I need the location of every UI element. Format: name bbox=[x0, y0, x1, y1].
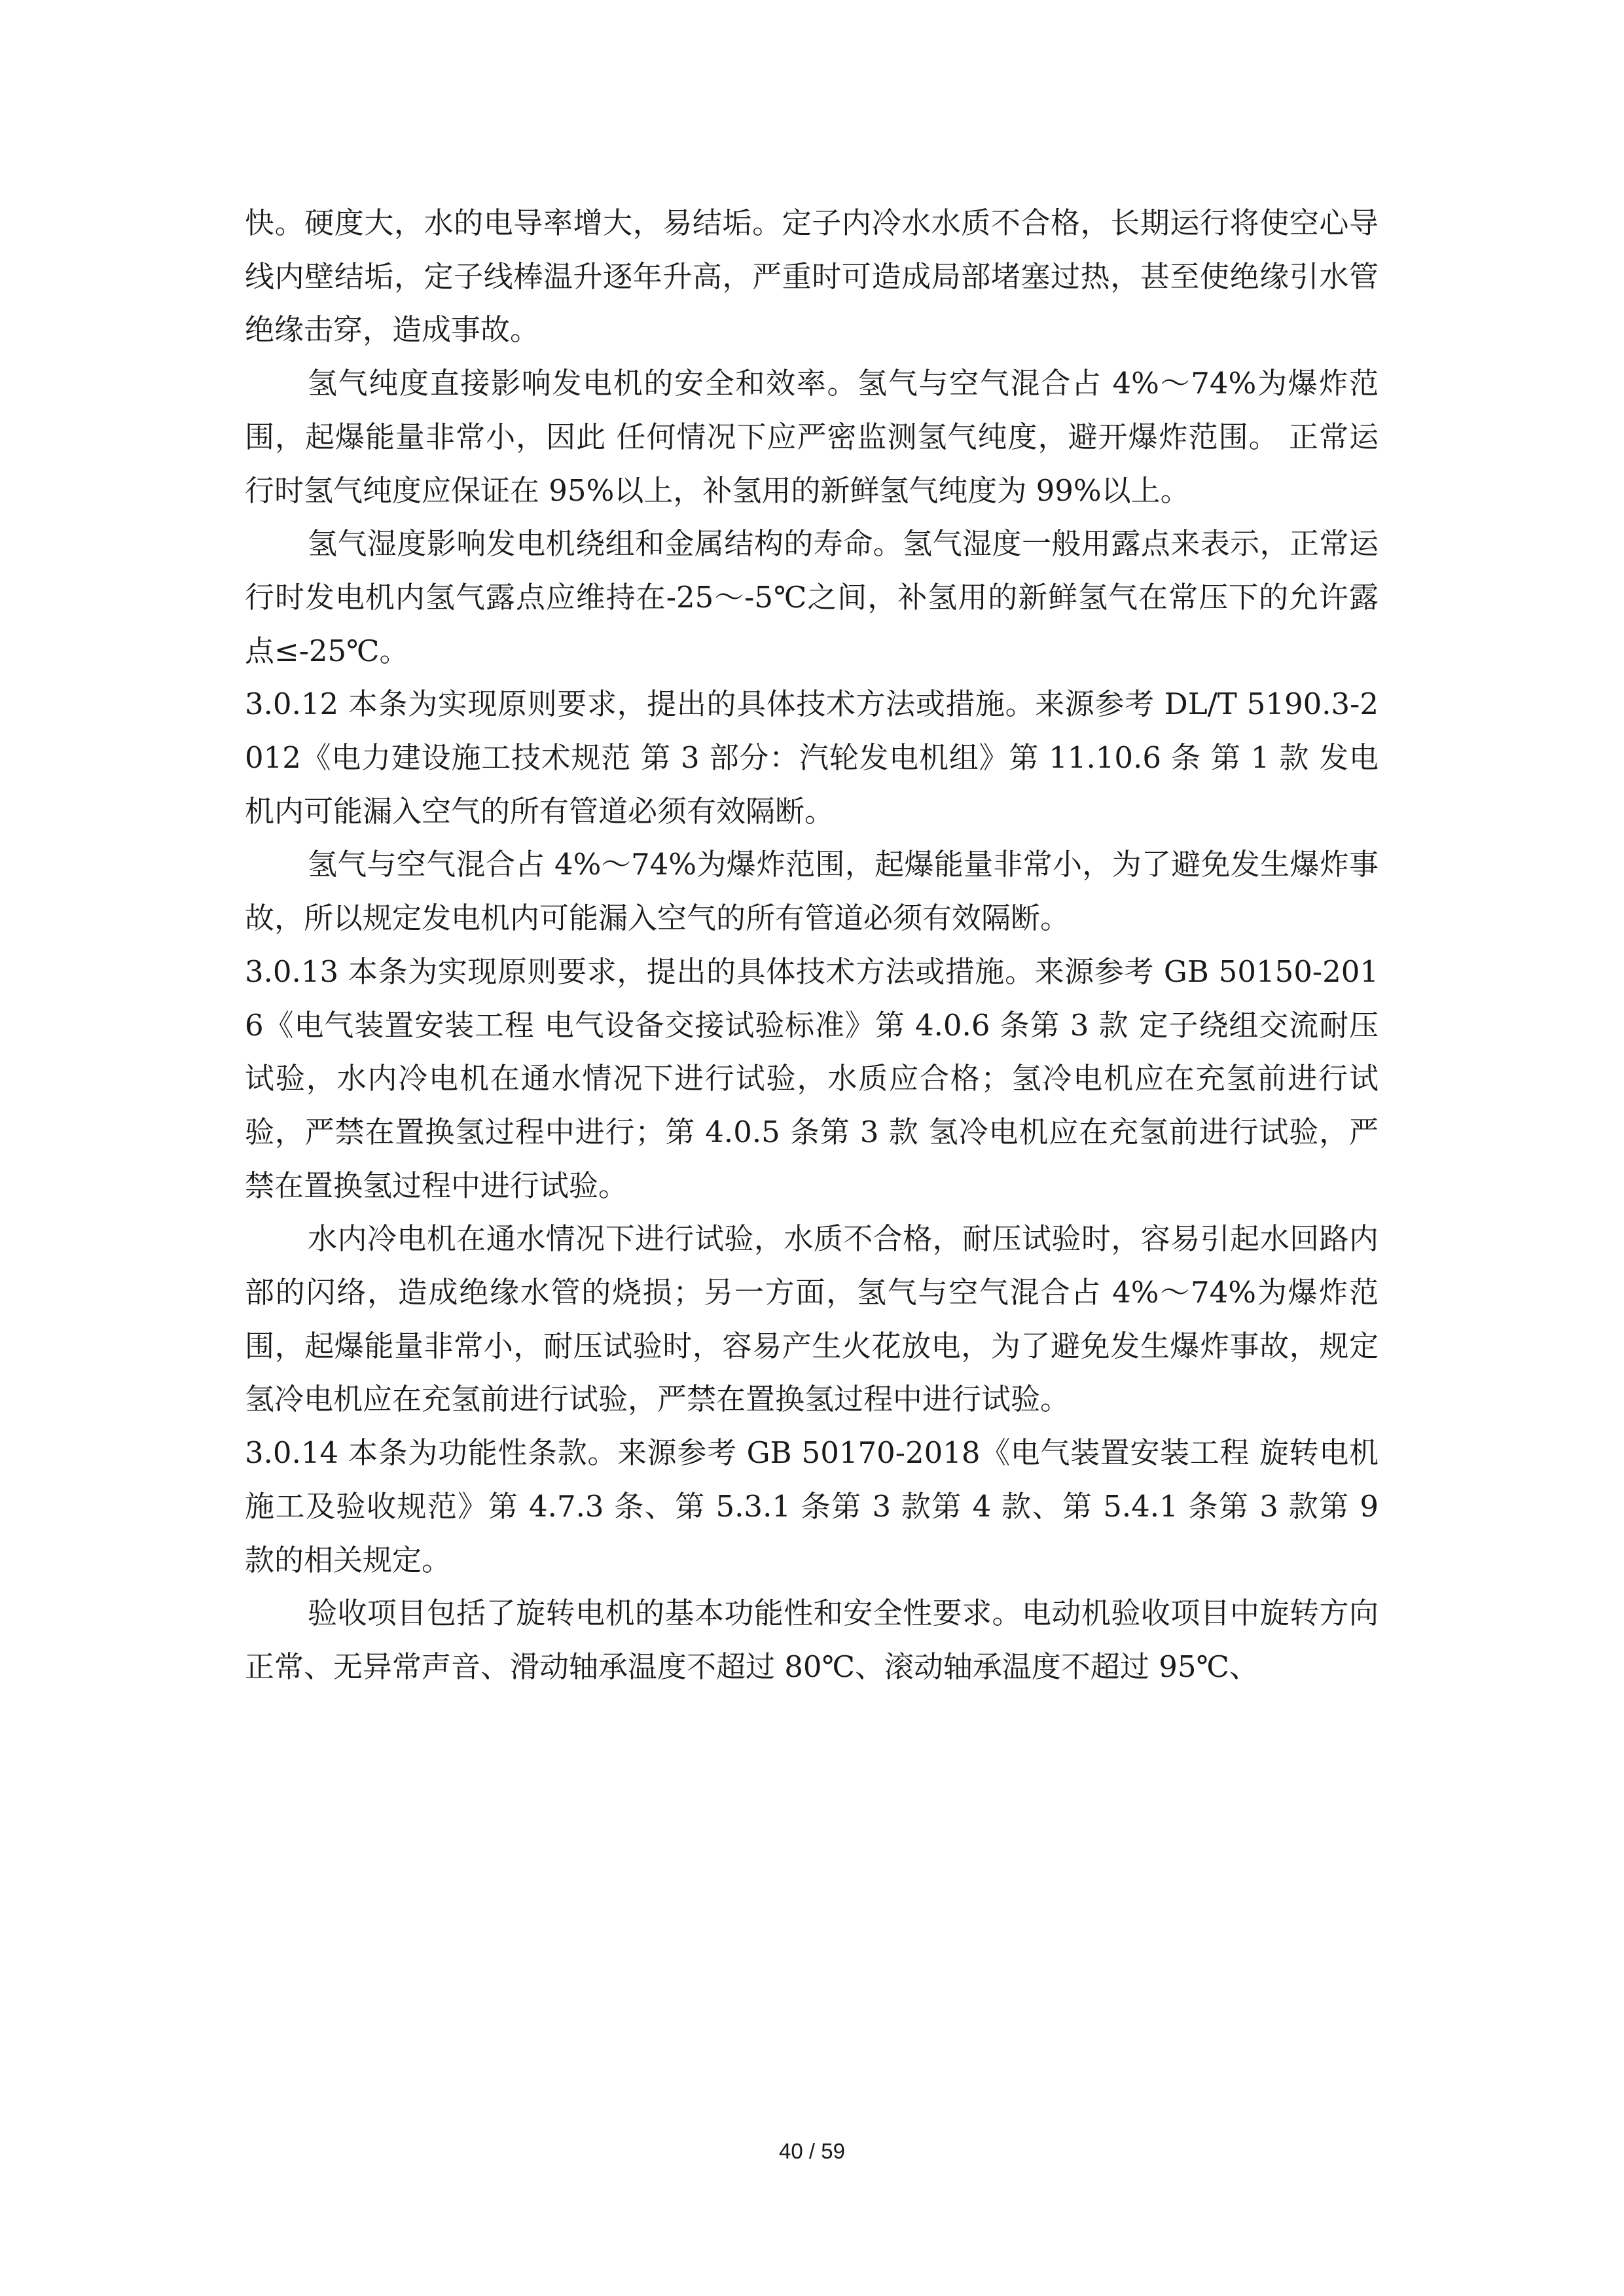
clause-3-0-13: 3.0.13 本条为实现原则要求，提出的具体技术方法或措施。来源参考 GB 50150-2016《电气装置安装工程 电气设备交接试验标准》第 4.0.6 条第 3 款 定子绕组交流耐压试验，水内冷电机在通水情况下进行试验，水质应合格；氢冷电机应在充氢前进行试验，严禁在置换氢过程中进行；第 4.0.5 条第 3 款 氢冷电机应在充氢前进行试验，严禁在置换氢过程中进行试验。 bbox=[245, 954, 1379, 1203]
paragraph-continuation: 快。硬度大，水的电导率增大，易结垢。定子内冷水水质不合格，长期运行将使空心导线内壁结垢，定子线棒温升逐年升高，严重时可造成局部堵塞过热，甚至使绝缘引水管绝缘击穿，造成事故。 bbox=[245, 206, 1379, 348]
paragraph-hydrogen-humidity: 氢气湿度影响发电机绕组和金属结构的寿命。氢气湿度一般用露点来表示，正常运行时发电机内氢气露点应维持在-25～-5℃之间，补氢用的新鲜氢气在常压下的允许露点≤-25℃。 bbox=[245, 526, 1379, 668]
paragraph-water-cooled-test: 水内冷电机在通水情况下进行试验，水质不合格，耐压试验时，容易引起水回路内部的闪络，造成绝缘水管的烧损；另一方面，氢气与空气混合占 4%～74%为爆炸范围，起爆能量非常小，耐压试验时，容易产生火花放电，为了避免发生爆炸事故，规定氢冷电机应在充氢前进行试验，严禁在置换氢过程中进行试验。 bbox=[245, 1221, 1379, 1417]
paragraph-acceptance-items: 验收项目包括了旋转电机的基本功能性和安全性要求。电动机验收项目中旋转方向正常、无异常声音、滑动轴承温度不超过 80℃、滚动轴承温度不超过 95℃、 bbox=[245, 1596, 1379, 1684]
document-body bbox=[245, 196, 1379, 1694]
paragraph-hydrogen-purity: 氢气纯度直接影响发电机的安全和效率。氢气与空气混合占 4%～74%为爆炸范围，起爆能量非常小，因此 任何情况下应严密监测氢气纯度，避开爆炸范围。 正常运行时氢气纯度应保证在 95%以上，补氢用的新鲜氢气纯度为 99%以上。 bbox=[245, 366, 1379, 508]
clause-3-0-12: 3.0.12 本条为实现原则要求，提出的具体技术方法或措施。来源参考 DL/T 5190.3-2012《电力建设施工技术规范 第 3 部分：汽轮发电机组》第 11.10.6 条 第 1 款 发电机内可能漏入空气的所有管道必须有效隔断。 bbox=[245, 687, 1379, 829]
page-number: 40 / 59 bbox=[779, 2139, 845, 2163]
paragraph-explosion-range: 氢气与空气混合占 4%～74%为爆炸范围，起爆能量非常小，为了避免发生爆炸事故，所以规定发电机内可能漏入空气的所有管道必须有效隔断。 bbox=[245, 847, 1379, 936]
clause-3-0-14: 3.0.14 本条为功能性条款。来源参考 GB 50170-2018《电气装置安装工程 旋转电机施工及验收规范》第 4.7.3 条、第 5.3.1 条第 3 款第 4 款、第 5.4.1 条第 3 款第 9 款的相关规定。 bbox=[245, 1435, 1379, 1577]
